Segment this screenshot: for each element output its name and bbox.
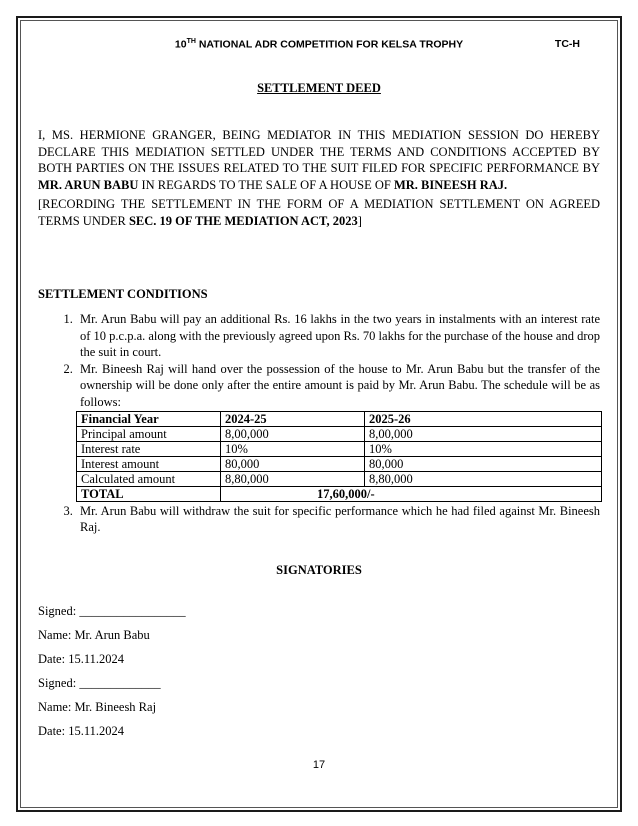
signature-line: Signed: _________________ xyxy=(38,604,186,618)
table-cell: Principal amount xyxy=(77,426,221,441)
condition-item: 1. Mr. Arun Babu will pay an additional Rs. 16 lakhs in the two years in instalments with an interest rate of 10 p.c.p.a. along with the previously agreed upon Rs. 70 lakhs for the purchase of the house and drop the suit in court. xyxy=(76,311,600,361)
header-title: 10TH NATIONAL ADR COMPETITION FOR KELSA TROPHY xyxy=(174,38,464,51)
signature-line: Signed: _____________ xyxy=(38,676,161,690)
intro-paragraph: I, MS. HERMIONE GRANGER, BEING MEDIATOR IN THIS MEDIATION SESSION DO HEREBY DECLARE THIS MEDIATION SETTLED UNDER THE TERMS AND CONDITIONS ACCEPTED BY BOTH PARTIES ON THE ISSUES RELATED TO THE SUIT FILED FOR SPECIFIC PERFORMANCE BY MR. ARUN BABU IN REGARDS TO THE SALE OF A HOUSE OF MR. BINEESH RAJ. xyxy=(38,128,600,192)
table-cell: 8,80,000 xyxy=(221,471,365,486)
table-cell: 80,000 xyxy=(365,456,602,471)
table-row xyxy=(77,471,602,486)
signatory-name: Name: Mr. Bineesh Raj xyxy=(38,700,157,714)
table-row xyxy=(77,441,602,456)
table-header-cell: 2024-25 xyxy=(221,411,365,426)
signatories-heading: SIGNATORIES xyxy=(276,563,362,577)
table-row xyxy=(77,456,602,471)
table-header-row xyxy=(77,411,602,426)
table-cell: 8,00,000 xyxy=(221,426,365,441)
table-cell: 80,000 xyxy=(221,456,365,471)
page-header xyxy=(38,38,600,54)
deed-title: SETTLEMENT DEED xyxy=(257,81,381,95)
table-total-value: 17,60,000/- xyxy=(221,486,602,501)
table-cell: Interest amount xyxy=(77,456,221,471)
conditions-list xyxy=(38,311,600,536)
condition-item: 3. Mr. Arun Babu will withdraw the suit for specific performance which he had filed against Mr. Bineesh Raj. xyxy=(76,503,600,536)
table-header-cell: 2025-26 xyxy=(365,411,602,426)
table-cell: Interest rate xyxy=(77,441,221,456)
table-cell: 10% xyxy=(221,441,365,456)
signatory-date: Date: 15.11.2024 xyxy=(38,652,124,666)
payment-schedule-table xyxy=(76,411,602,502)
table-total-label: TOTAL xyxy=(77,486,221,501)
table-cell: Calculated amount xyxy=(77,471,221,486)
header-team-code: TC-H xyxy=(554,38,580,50)
signatory-name: Name: Mr. Arun Babu xyxy=(38,628,150,642)
signatory-date: Date: 15.11.2024 xyxy=(38,724,124,738)
table-cell: 8,00,000 xyxy=(365,426,602,441)
page-number: 17 xyxy=(312,759,326,771)
condition-item: 2. Mr. Bineesh Raj will hand over the possession of the house to Mr. Arun Babu but the transfer of the ownership will be done only after the entire amount is paid by Mr. Arun Babu. The schedule will be as follows: Financial Year 2024-25 2025-26 Principal amount 8,00,000 8,00,000 Interest rate 10% 10% Interest amount 80,000 80,000 Calculated amount 8,80,000 8,80,000 TOTAL 17,60,000/- xyxy=(76,361,600,502)
table-total-row xyxy=(77,486,602,501)
table-header-cell: Financial Year xyxy=(77,411,221,426)
recording-paragraph: [RECORDING THE SETTLEMENT IN THE FORM OF A MEDIATION SETTLEMENT ON AGREED TERMS UNDER SEC. 19 OF THE MEDIATION ACT, 2023] xyxy=(38,197,600,228)
table-row xyxy=(77,426,602,441)
table-cell: 10% xyxy=(365,441,602,456)
conditions-heading: SETTLEMENT CONDITIONS xyxy=(38,287,208,301)
table-cell: 8,80,000 xyxy=(365,471,602,486)
